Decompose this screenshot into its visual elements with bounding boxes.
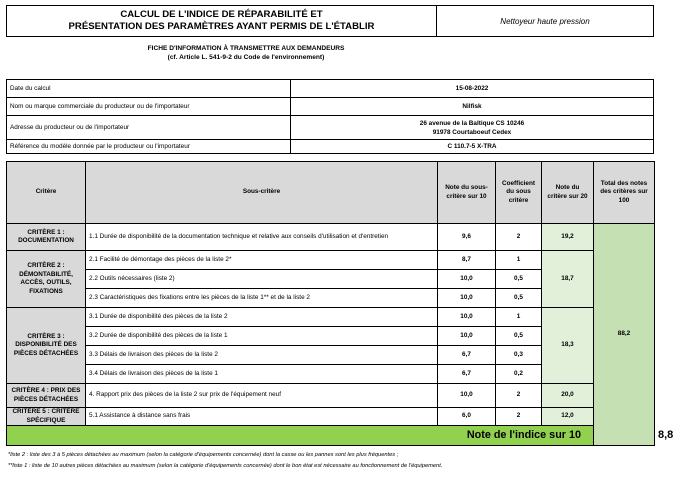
product-name: Nettoyeur haute pression [500, 16, 590, 26]
sub-note: 6,7 [438, 346, 496, 365]
final-score-label: Note de l'indice sur 10 [7, 426, 594, 446]
info-value: C 110.7-5 X-TRA [291, 140, 654, 154]
criterion-name: CRITÈRE 1 : DOCUMENTATION [7, 224, 86, 251]
info-value: 15-08-2022 [291, 80, 654, 98]
sub-coef: 0,5 [496, 289, 542, 308]
sub-note: 6,0 [438, 408, 496, 426]
footnote-liste-1: **liste 1 : liste de 10 autres pièces détachées au maximum (selon la catégorie d'équipements concernée) dont le bon état est nécessaire au fonctionnement de l'équipement. [8, 463, 443, 469]
criterion-note: 18,7 [542, 251, 594, 308]
product-box [437, 5, 654, 37]
criteria-table [6, 161, 673, 446]
criterion-name: CRITÈRE 2 : DÉMONTABILITÉ, ACCÈS, OUTILS, FIXATIONS [7, 251, 86, 308]
sub-criterion: 3.4 Délais de livraison des pièces de la liste 1 [86, 365, 438, 384]
sub-criterion: 2.1 Facilité de démontage des pièces de la liste 2* [86, 251, 438, 270]
criterion-note: 19,2 [542, 224, 594, 251]
sub-coef: 2 [496, 224, 542, 251]
sub-criterion: 3.2 Durée de disponibilité des pièces de la liste 1 [86, 327, 438, 346]
table-row [7, 224, 655, 251]
fiche-line-1: FICHE D'INFORMATION À TRANSMETTRE AUX DEMANDEURS [147, 45, 345, 52]
footnote-liste-2: *liste 2 : liste des 3 à 5 pièces détachées au maximum (selon la catégorie d'équipements concernée) dont la casse ou les pannes sont les plus fréquentes ; [8, 452, 399, 458]
sub-coef: 0,3 [496, 346, 542, 365]
title-line-2: PRÉSENTATION DES PARAMÈTRES AYANT PERMIS DE L'ÉTABLIR [68, 21, 375, 32]
info-label: Référence du modèle donnée par le producteur ou l'importateur [7, 140, 291, 154]
header-sous-critere: Sous-critère [86, 162, 438, 224]
table-row [7, 384, 655, 408]
table-row [7, 251, 655, 270]
sub-criterion: 4. Rapport prix des pièces de la liste 2 sur prix de l'équipement neuf [86, 384, 438, 408]
sub-coef: 1 [496, 308, 542, 327]
criterion-note: 20,0 [542, 384, 594, 408]
header-coef: Coefficient du sous critère [496, 162, 542, 224]
info-row-date [7, 80, 654, 98]
sub-coef: 2 [496, 384, 542, 408]
title-box [6, 5, 437, 37]
sub-criterion: 2.2 Outils nécessaires (liste 2) [86, 270, 438, 289]
criterion-name: CRITÈRE 3 : DISPONIBILITÉ DES PIÈCES DÉTACHÉES [7, 308, 86, 384]
info-row-address [7, 116, 654, 140]
sub-coef: 1 [496, 251, 542, 270]
total-score: 88,2 [594, 224, 655, 446]
sub-note: 8,7 [438, 251, 496, 270]
final-score-row: Note de l'indice sur 10 8,8 [7, 426, 655, 446]
criterion-note: 18,3 [542, 308, 594, 384]
sub-note: 6,7 [438, 365, 496, 384]
sub-criterion: 3.3 Délais de livraison des pièces de la liste 2 [86, 346, 438, 365]
info-value: Nilfisk [291, 98, 654, 116]
info-table [6, 79, 654, 154]
sub-coef: 0,2 [496, 365, 542, 384]
fiche-heading [6, 44, 486, 62]
title-line-1: CALCUL DE L'INDICE DE RÉPARABILITÉ ET [120, 9, 323, 20]
info-row-reference [7, 140, 654, 154]
header-total: Total des notes des critères sur 100 [594, 162, 655, 224]
sub-note: 9,6 [438, 224, 496, 251]
sub-note: 10,0 [438, 289, 496, 308]
criterion-name: CRITÈRE 5 : CRITÈRE SPÉCIFIQUE [7, 408, 86, 426]
sub-coef: 2 [496, 408, 542, 426]
criterion-name: CRITÈRE 4 : PRIX DES PIÈCES DÉTACHÉES [7, 384, 86, 408]
sub-criterion: 2.3 Caractéristiques des fixations entre les pièces de la liste 1** et de la liste 2 [86, 289, 438, 308]
sub-coef: 0,5 [496, 327, 542, 346]
info-row-brand [7, 98, 654, 116]
table-row [7, 408, 655, 426]
sub-note: 10,0 [438, 308, 496, 327]
table-header-row [7, 162, 655, 224]
info-label: Adresse du producteur ou de l'importateur [7, 116, 291, 140]
info-label: Nom ou marque commerciale du producteur ou de l'importateur [7, 98, 291, 116]
sub-note: 10,0 [438, 384, 496, 408]
fiche-line-2: (cf. Article L. 541-9-2 du Code de l'environnement) [167, 54, 325, 61]
sub-criterion: 5.1 Assistance à distance sans frais [86, 408, 438, 426]
header-critere: Critère [7, 162, 86, 224]
sub-criterion: 1.1 Durée de disponibilité de la documentation technique et relative aux conseils d'utilisation et d'entretien [86, 224, 438, 251]
info-label: Date du calcul [7, 80, 291, 98]
address-line-2: 91978 Courtaboeuf Cedex [432, 128, 512, 136]
info-value [291, 116, 654, 140]
sub-note: 10,0 [438, 327, 496, 346]
table-row [7, 308, 655, 327]
sub-note: 10,0 [438, 270, 496, 289]
sub-coef: 0,5 [496, 270, 542, 289]
sub-criterion: 3.1 Durée de disponibilité des pièces de la liste 2 [86, 308, 438, 327]
header-note20: Note du critère sur 20 [542, 162, 594, 224]
criterion-note: 12,0 [542, 408, 594, 426]
address-line-1: 26 avenue de la Baltique CS 10246 [419, 119, 525, 127]
header-note10: Note du sous-critère sur 10 [438, 162, 496, 224]
